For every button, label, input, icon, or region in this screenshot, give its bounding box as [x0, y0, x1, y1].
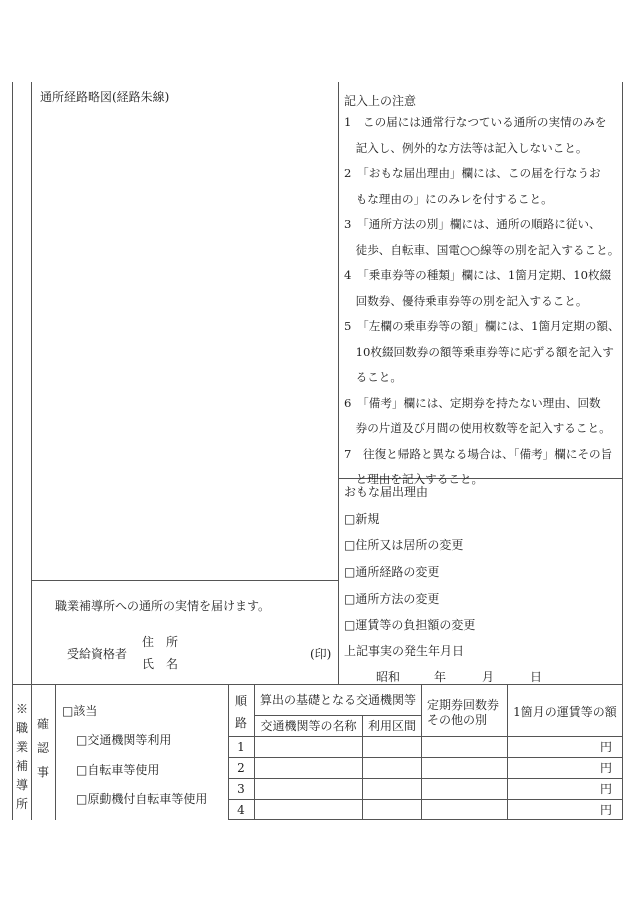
seal-label: (印) — [310, 647, 332, 661]
name-label: 氏 名 — [142, 657, 179, 671]
date-label: 上記事実の発生年月日 — [344, 644, 465, 658]
yen-unit: 円 — [599, 782, 612, 796]
row-number: 4 — [237, 803, 245, 817]
col-type-header-2: その他の別 — [427, 713, 488, 727]
note-line: 2 「おもな届出理由」欄には、この届を行なうお — [344, 166, 601, 180]
yen-unit: 円 — [599, 803, 612, 817]
col-amount-header: 1箇月の運賃等の額 — [513, 705, 617, 719]
border-line — [12, 82, 13, 820]
route-map-label: 通所経路略図(経路朱線) — [40, 90, 170, 104]
col-section-header: 利用区間 — [367, 719, 416, 733]
col-basis-header: 算出の基礎となる交通機関等 — [259, 693, 416, 707]
applicable-checkbox[interactable]: □該当 — [62, 704, 98, 718]
note-line: 5 「左欄の乗車券等の額」欄には、1箇月定期の額、 — [344, 319, 620, 333]
note-line: 10枚綴回数券の額等乗車券等に応ずる額を記入す — [344, 344, 614, 359]
row-number: 3 — [237, 782, 245, 796]
note-line: 4 「乗車券等の種類」欄には、1箇月定期、10枚綴 — [344, 268, 612, 282]
reason-checkbox-fare[interactable]: □運賃等の負担額の変更 — [344, 618, 476, 632]
border-line — [31, 580, 338, 581]
col-type-header: 定期券回数券 — [427, 698, 500, 712]
note-line: 3 「通所方法の別」欄には、通所の順路に従い、 — [344, 217, 601, 231]
note-line: ること。 — [344, 370, 402, 384]
reason-checkbox-route[interactable]: □通所経路の変更 — [344, 565, 440, 579]
border-line — [12, 684, 622, 685]
notes-title: 記入上の注意 — [344, 94, 417, 108]
year-label[interactable]: 年 — [434, 670, 447, 684]
confirm-label: 確認事 — [36, 717, 49, 779]
note-line: 7 往復と帰路と異なる場合は、「備考」欄にその旨 — [344, 446, 613, 461]
table-row[interactable] — [228, 800, 622, 819]
border-line — [338, 82, 339, 684]
note-line: 6 「備考」欄には、定期券を持たない理由、回数 — [344, 395, 601, 410]
note-line: もな理由の」にのみレを付すること。 — [344, 191, 553, 206]
route-map-area[interactable] — [32, 108, 337, 578]
table-row[interactable] — [228, 779, 622, 799]
transport-checkbox[interactable]: □交通機関等利用 — [76, 733, 172, 747]
era-label: 昭和 — [376, 670, 401, 684]
bicycle-checkbox[interactable]: □自転車等使用 — [76, 763, 160, 777]
day-label[interactable]: 日 — [530, 670, 543, 684]
yen-unit: 円 — [599, 761, 612, 775]
table-row[interactable] — [228, 737, 622, 757]
note-line: 徒歩、自転車、国電○○線等の別を記入すること。 — [344, 242, 620, 257]
col-order-header: 順路 — [234, 694, 247, 730]
reason-checkbox-address[interactable]: □住所又は居所の変更 — [344, 538, 464, 552]
address-label: 住 所 — [142, 635, 179, 649]
note-line: 記入し、例外的な方法等は記入しないこと。 — [344, 140, 588, 155]
reasons-title: おもな届出理由 — [344, 485, 429, 499]
note-line: と理由を記入すること。 — [344, 472, 484, 486]
note-line: 1 この届には通常行なつている通所の実情のみを — [344, 115, 607, 129]
col-name-header: 交通機関等の名称 — [260, 719, 357, 733]
note-line: 回数券、優待乗車券等の別を記入すること。 — [344, 293, 588, 308]
yen-unit: 円 — [599, 740, 612, 754]
month-label[interactable]: 月 — [482, 670, 495, 684]
applicant-label: 受給資格者 — [67, 647, 128, 661]
border-line — [55, 684, 56, 820]
declaration-text: 職業補導所への通所の実情を届けます。 — [55, 599, 271, 613]
row-number: 2 — [237, 761, 245, 775]
motorbike-checkbox[interactable]: □原動機付自転車等使用 — [76, 792, 208, 806]
border-line — [622, 82, 623, 820]
reason-checkbox-method[interactable]: □通所方法の変更 — [344, 592, 440, 606]
row-number: 1 — [237, 740, 245, 754]
office-label: ※職業補導所 — [15, 702, 28, 811]
notes-list — [344, 110, 619, 493]
note-line: 券の片道及び月間の使用枚数等を記入すること。 — [344, 421, 611, 435]
table-row[interactable] — [228, 758, 622, 778]
reason-checkbox-new[interactable]: □新規 — [344, 512, 380, 526]
